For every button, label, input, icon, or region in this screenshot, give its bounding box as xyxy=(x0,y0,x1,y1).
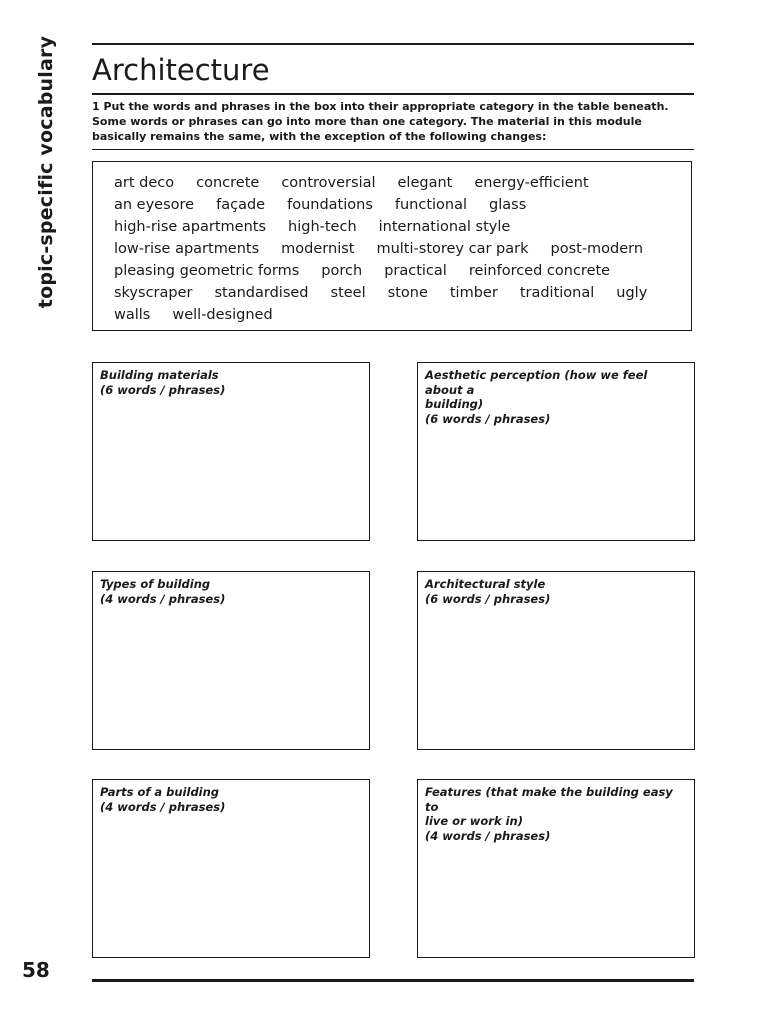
word-item: controversial xyxy=(281,175,376,191)
exercise-instructions: 1 Put the words and phrases in the box into their appropriate category in the table beneath. Some words or phrases can go into more than one category. The material in this module basically remains the same, with the exception of the following changes: xyxy=(92,100,669,143)
page-title: Architecture xyxy=(92,53,270,87)
word-item: energy-efficient xyxy=(474,175,589,191)
category-title: Types of building xyxy=(100,577,211,591)
category-count: (6 words / phrases) xyxy=(425,591,551,606)
word-item: skyscraper xyxy=(114,285,193,301)
word-item: high-tech xyxy=(288,219,357,235)
top-rule xyxy=(92,43,694,45)
word-item: well-designed xyxy=(172,307,273,323)
word-row xyxy=(114,260,671,282)
word-row xyxy=(114,282,671,304)
category-box-features[interactable] xyxy=(417,779,695,958)
bottom-rule xyxy=(92,979,694,982)
word-item: foundations xyxy=(287,197,373,213)
word-item: post-modern xyxy=(550,241,644,257)
word-item: glass xyxy=(489,197,527,213)
word-row xyxy=(114,304,671,326)
category-title: Aesthetic perception (how we feel about a xyxy=(425,368,648,397)
category-count: (4 words / phrases) xyxy=(100,799,226,814)
category-box-architectural-style[interactable] xyxy=(417,571,695,750)
word-item: multi-storey car park xyxy=(376,241,529,257)
category-box-building-materials[interactable] xyxy=(92,362,370,541)
word-row xyxy=(114,216,671,238)
category-title: Building materials xyxy=(100,368,219,382)
word-item: steel xyxy=(330,285,366,301)
word-item: timber xyxy=(449,285,498,301)
category-box-parts-of-a-building[interactable] xyxy=(92,779,370,958)
word-item: concrete xyxy=(196,175,260,191)
page-number: 58 xyxy=(22,958,50,982)
category-count: (6 words / phrases) xyxy=(100,382,226,397)
category-title: Architectural style xyxy=(425,577,546,591)
category-title-continued: building) xyxy=(425,397,484,411)
word-row xyxy=(114,194,671,216)
word-item: pleasing geometric forms xyxy=(114,263,300,279)
word-item: international style xyxy=(378,219,511,235)
category-count: (4 words / phrases) xyxy=(425,828,551,843)
title-rule xyxy=(92,93,694,95)
word-item: art deco xyxy=(114,175,175,191)
word-item: standardised xyxy=(214,285,309,301)
word-item: functional xyxy=(394,197,468,213)
word-item: porch xyxy=(321,263,363,279)
word-row xyxy=(114,172,671,194)
side-label-text: topic-specific vocabulary xyxy=(35,35,57,309)
word-item: high-rise apartments xyxy=(114,219,267,235)
word-item: traditional xyxy=(519,285,595,301)
category-title: Features (that make the building easy to xyxy=(425,785,673,814)
category-count: (6 words / phrases) xyxy=(425,411,551,426)
category-box-types-of-building[interactable] xyxy=(92,571,370,750)
word-item: an eyesore xyxy=(114,197,195,213)
word-item: walls xyxy=(114,307,151,323)
word-item: stone xyxy=(387,285,428,301)
word-row xyxy=(114,238,671,260)
category-box-aesthetic-perception[interactable] xyxy=(417,362,695,541)
word-item: reinforced concrete xyxy=(468,263,611,279)
word-item: façade xyxy=(216,197,266,213)
word-item: modernist xyxy=(281,241,355,257)
word-item: practical xyxy=(384,263,447,279)
word-item: low-rise apartments xyxy=(114,241,260,257)
category-title-continued: live or work in) xyxy=(425,814,523,828)
category-title: Parts of a building xyxy=(100,785,220,799)
word-box xyxy=(92,161,692,331)
side-label xyxy=(26,35,66,309)
instructions-rule xyxy=(92,149,694,150)
word-item: ugly xyxy=(616,285,648,301)
category-count: (4 words / phrases) xyxy=(100,591,226,606)
word-item: elegant xyxy=(397,175,453,191)
